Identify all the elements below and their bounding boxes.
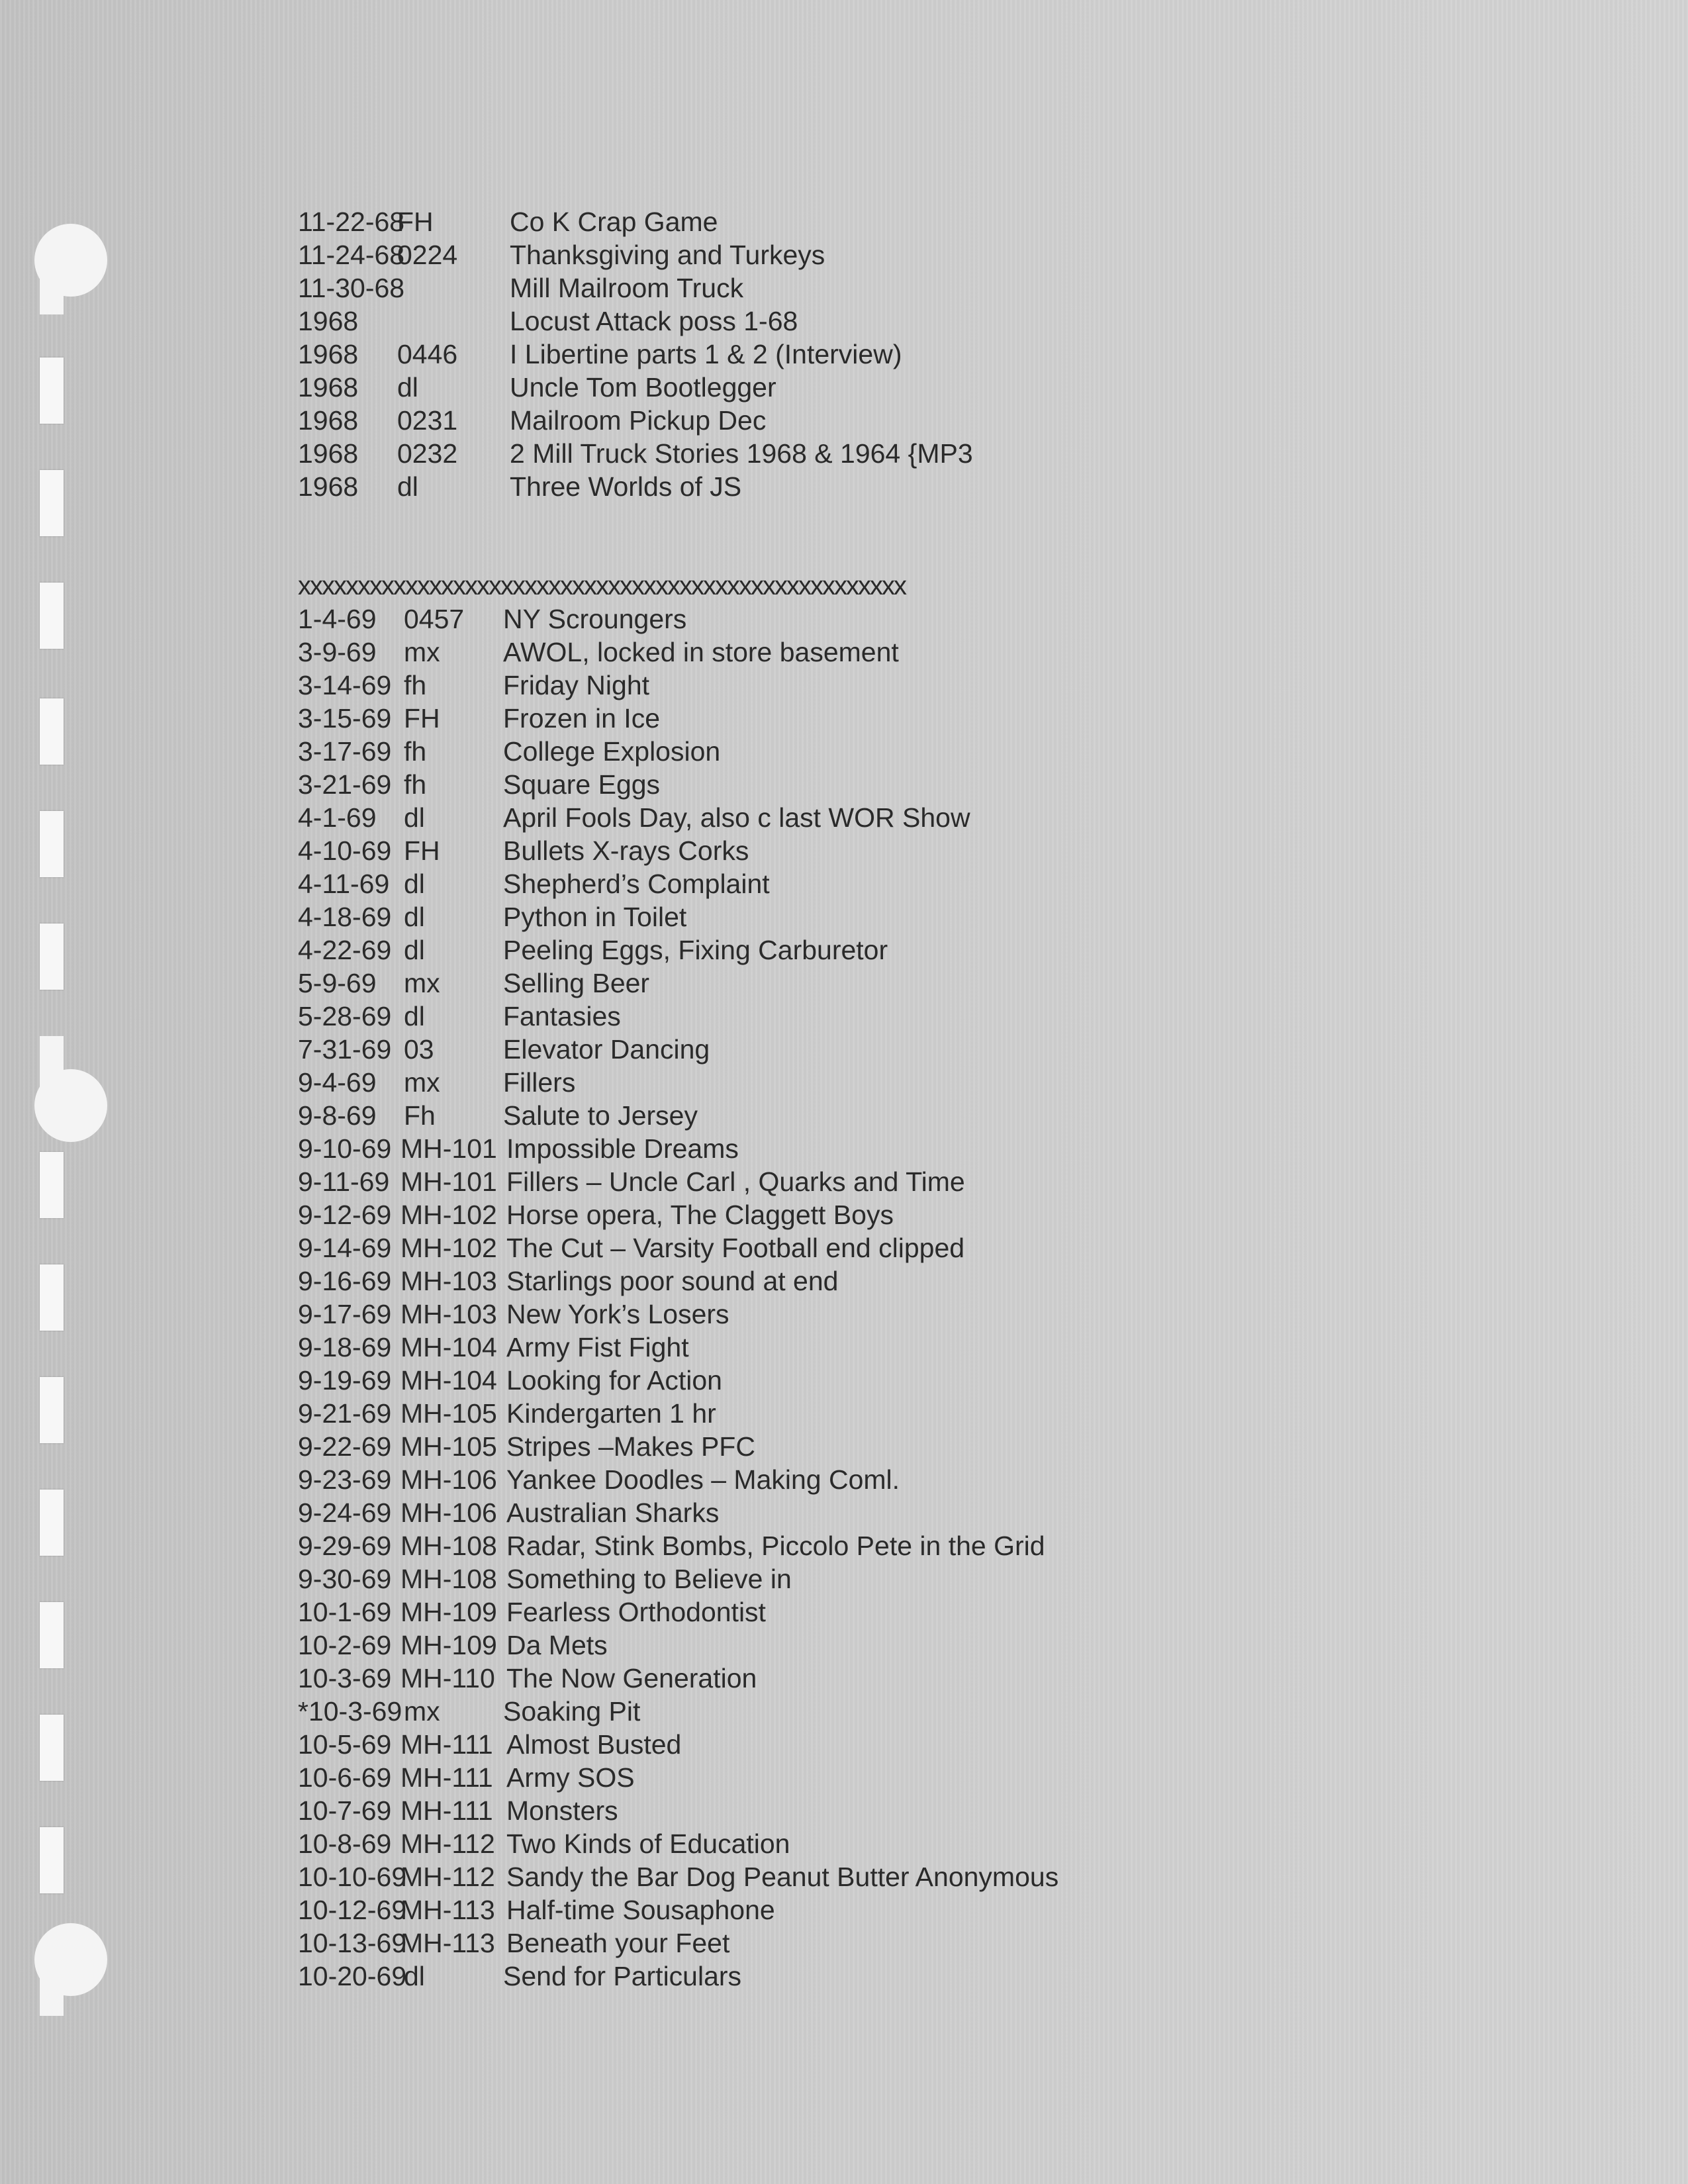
entry-title: Stripes –Makes PFC (506, 1431, 755, 1462)
entry-date: 1-4-69 (298, 604, 377, 634)
entry-date: 3-21-69 (298, 769, 392, 800)
list-item (298, 669, 906, 702)
entry-code: MH-111 (400, 1762, 493, 1793)
entry-code: mx (404, 637, 440, 667)
entry-date: 4-10-69 (298, 835, 392, 866)
list-item (298, 437, 973, 470)
entry-title: Square Eggs (503, 769, 661, 800)
entry-code: mx (404, 1067, 440, 1098)
entry-title: Australian Sharks (506, 1497, 720, 1528)
binder-slot (40, 1152, 64, 1218)
entry-title: The Cut – Varsity Football end clipped (506, 1233, 965, 1263)
entry-date: *10-3-69 (298, 1696, 402, 1727)
binder-slot (40, 470, 64, 536)
entry-code: MH-106 (400, 1464, 497, 1495)
entry-title: Fillers – Uncle Carl , Quarks and Time (506, 1166, 965, 1197)
binder-slot (40, 1264, 64, 1331)
list-item (298, 1430, 906, 1463)
recording-list (298, 205, 1059, 1993)
entry-code: MH-112 (400, 1862, 495, 1892)
entry-date: 10-2-69 (298, 1630, 392, 1660)
entry-title: Beneath your Feet (506, 1928, 730, 1958)
section-separator: xxxxxxxxxxxxxxxxxxxxxxxxxxxxxxxxxxxxxxxxxxxxxxxxxxx (298, 571, 906, 600)
entry-code: fh (404, 736, 427, 767)
entry-date: 9-18-69 (298, 1332, 392, 1362)
entry-date: 1968 (298, 306, 359, 336)
entry-code: 03 (404, 1034, 434, 1065)
list-item (298, 1496, 906, 1529)
punch-hole-middle (34, 1069, 107, 1142)
list-item (298, 1000, 906, 1033)
entry-title: Shepherd’s Complaint (503, 869, 770, 899)
entry-date: 9-23-69 (298, 1464, 392, 1495)
entry-date: 5-9-69 (298, 968, 377, 998)
entry-code: MH-111 (400, 1729, 493, 1760)
entry-date: 9-4-69 (298, 1067, 377, 1098)
entry-title: New York’s Losers (506, 1299, 729, 1329)
entry-title: Selling Beer (503, 968, 650, 998)
list-item (298, 1529, 1045, 1562)
entry-title: Uncle Tom Bootlegger (510, 372, 776, 403)
entry-title: Something to Believe in (506, 1564, 792, 1594)
entry-code: MH-101 (400, 1166, 497, 1197)
entry-code: MH-112 (400, 1828, 495, 1859)
entry-date: 9-10-69 (298, 1133, 392, 1164)
entry-date: 9-19-69 (298, 1365, 392, 1396)
list-item (298, 1662, 906, 1695)
list-item (298, 636, 906, 669)
list-item (298, 1331, 906, 1364)
entry-title: Send for Particulars (503, 1961, 742, 1991)
entry-title: Kindergarten 1 hr (506, 1398, 716, 1429)
entry-code: fh (404, 670, 427, 700)
entry-date: 4-1-69 (298, 802, 377, 833)
list-item (298, 602, 906, 636)
entry-code: dl (404, 902, 425, 932)
list-item (298, 834, 906, 867)
entry-title: Looking for Action (506, 1365, 722, 1396)
binder-slot (40, 1715, 64, 1781)
entry-date: 9-12-69 (298, 1200, 392, 1230)
entry-title: The Now Generation (506, 1663, 757, 1693)
entry-title: Army SOS (506, 1762, 635, 1793)
entry-code: dl (404, 802, 425, 833)
entry-code: MH-108 (400, 1531, 497, 1561)
entry-date: 11-22-68 (298, 207, 405, 237)
entry-title: Half-time Sousaphone (506, 1895, 775, 1925)
entry-code: 0231 (397, 405, 458, 436)
entry-title: Sandy the Bar Dog Peanut Butter Anonymous (506, 1862, 1059, 1892)
entry-code: MH-111 (400, 1795, 493, 1826)
entry-title: Radar, Stink Bombs, Piccolo Pete in the Grid (506, 1531, 1045, 1561)
entry-date: 10-20-69 (298, 1961, 407, 1991)
list-item (298, 1893, 906, 1926)
list-item (298, 404, 906, 437)
entry-title: Three Worlds of JS (510, 471, 742, 502)
entry-code: MH-104 (400, 1365, 497, 1396)
entry-title: Army Fist Fight (506, 1332, 689, 1362)
entry-title: Impossible Dreams (506, 1133, 739, 1164)
binder-slot (40, 811, 64, 877)
list-item (298, 1926, 906, 1960)
entry-code: dl (404, 935, 425, 965)
entry-date: 1968 (298, 405, 359, 436)
entry-title: April Fools Day, also c last WOR Show (503, 802, 970, 833)
list-item (298, 1629, 906, 1662)
entry-code: FH (404, 835, 440, 866)
entry-date: 4-11-69 (298, 869, 390, 899)
list-item (298, 1364, 906, 1397)
entry-date: 10-5-69 (298, 1729, 392, 1760)
list-item (298, 1198, 906, 1231)
entry-date: 9-8-69 (298, 1100, 377, 1131)
entry-title: Two Kinds of Education (506, 1828, 790, 1859)
list-item (298, 1595, 906, 1629)
entry-title: Python in Toilet (503, 902, 687, 932)
entry-date: 3-14-69 (298, 670, 392, 700)
entry-title: College Explosion (503, 736, 721, 767)
entry-title: Mailroom Pickup Dec (510, 405, 767, 436)
list-item (298, 1298, 906, 1331)
list-item (298, 271, 906, 305)
entry-title: Salute to Jersey (503, 1100, 698, 1131)
entry-date: 9-21-69 (298, 1398, 392, 1429)
entry-date: 10-13-69 (298, 1928, 407, 1958)
entry-code: dl (404, 1961, 425, 1991)
list-section-1969 (298, 602, 1059, 1993)
entry-title: Bullets X-rays Corks (503, 835, 749, 866)
entry-title: Da Mets (506, 1630, 608, 1660)
entry-date: 9-17-69 (298, 1299, 392, 1329)
list-item (298, 1794, 906, 1827)
entry-code: MH-102 (400, 1200, 497, 1230)
entry-code: MH-113 (400, 1928, 495, 1958)
list-item (298, 470, 906, 503)
entry-date: 1968 (298, 339, 359, 369)
binder-slot (40, 1827, 64, 1893)
entry-date: 10-10-69 (298, 1862, 407, 1892)
entry-title: Fillers (503, 1067, 576, 1098)
entry-title: I Libertine parts 1 & 2 (Interview) (510, 339, 902, 369)
entry-code: FH (404, 703, 440, 734)
list-item (298, 867, 906, 900)
entry-code: MH-102 (400, 1233, 497, 1263)
entry-date: 4-18-69 (298, 902, 392, 932)
section-gap (298, 503, 906, 569)
entry-date: 10-7-69 (298, 1795, 392, 1826)
entry-date: 11-24-68 (298, 240, 405, 270)
list-item (298, 1066, 906, 1099)
entry-date: 10-6-69 (298, 1762, 392, 1793)
entry-date: 10-1-69 (298, 1597, 392, 1627)
entry-code: MH-104 (400, 1332, 497, 1362)
entry-code: MH-101 (400, 1133, 497, 1164)
entry-date: 5-28-69 (298, 1001, 392, 1031)
list-item (298, 702, 906, 735)
entry-title: Yankee Doodles – Making Coml. (506, 1464, 900, 1495)
list-item (298, 1231, 965, 1264)
list-item (298, 900, 906, 933)
entry-code: MH-103 (400, 1299, 497, 1329)
entry-title: Soaking Pit (503, 1696, 641, 1727)
entry-code: 0446 (397, 339, 458, 369)
list-item (298, 238, 906, 271)
binder-holes (0, 0, 132, 2184)
entry-code: dl (397, 471, 418, 502)
list-item (298, 1562, 906, 1595)
binder-slot (40, 357, 64, 424)
entry-date: 9-22-69 (298, 1431, 392, 1462)
entry-title: Fantasies (503, 1001, 621, 1031)
list-item (298, 305, 906, 338)
entry-title: 2 Mill Truck Stories 1968 & 1964 {MP3 (510, 438, 973, 469)
entry-date: 3-15-69 (298, 703, 392, 734)
entry-title: Mill Mailroom Truck (510, 273, 744, 303)
binder-slot (40, 1490, 64, 1556)
list-item (298, 967, 906, 1000)
entry-code: MH-109 (400, 1630, 497, 1660)
binder-slot (40, 1377, 64, 1443)
entry-code: FH (397, 207, 434, 237)
list-item (298, 1033, 906, 1066)
entry-title: Almost Busted (506, 1729, 682, 1760)
entry-code: MH-109 (400, 1597, 497, 1627)
entry-code: fh (404, 769, 427, 800)
list-item (298, 801, 970, 834)
entry-date: 1968 (298, 438, 359, 469)
entry-title: Starlings poor sound at end (506, 1266, 839, 1296)
punch-hole-bottom-stem (40, 1960, 64, 2016)
entry-date: 7-31-69 (298, 1034, 392, 1065)
entry-code: MH-103 (400, 1266, 497, 1296)
entry-title: Frozen in Ice (503, 703, 660, 734)
entry-date: 10-8-69 (298, 1828, 392, 1859)
entry-date: 4-22-69 (298, 935, 392, 965)
entry-code: mx (404, 1696, 440, 1727)
list-item (298, 1860, 1059, 1893)
list-item (298, 1827, 906, 1860)
entry-date: 11-30-68 (298, 273, 405, 303)
entry-title: Thanksgiving and Turkeys (510, 240, 825, 270)
entry-title: Fearless Orthodontist (506, 1597, 766, 1627)
list-item (298, 768, 906, 801)
entry-date: 9-24-69 (298, 1497, 392, 1528)
list-item (298, 1463, 906, 1496)
entry-date: 3-17-69 (298, 736, 392, 767)
list-item (298, 1761, 906, 1794)
entry-title: Locust Attack poss 1-68 (510, 306, 798, 336)
entry-code: mx (404, 968, 440, 998)
entry-date: 9-14-69 (298, 1233, 392, 1263)
binder-slot (40, 1602, 64, 1668)
list-item (298, 1264, 906, 1298)
list-section-1968 (298, 205, 973, 503)
entry-code: MH-110 (400, 1663, 495, 1693)
entry-code: MH-108 (400, 1564, 497, 1594)
binder-slot (40, 583, 64, 649)
entry-date: 9-29-69 (298, 1531, 392, 1561)
entry-title: Horse opera, The Claggett Boys (506, 1200, 894, 1230)
entry-code: 0224 (397, 240, 458, 270)
entry-date: 1968 (298, 372, 359, 403)
punch-hole-top-stem (40, 258, 64, 314)
list-item (298, 933, 906, 967)
entry-code: Fh (404, 1100, 436, 1131)
entry-code: 0457 (404, 604, 465, 634)
entry-title: Elevator Dancing (503, 1034, 710, 1065)
list-item (298, 735, 906, 768)
list-item (298, 1099, 906, 1132)
entry-code: MH-105 (400, 1431, 497, 1462)
list-item (298, 1960, 906, 1993)
entry-title: NY Scroungers (503, 604, 687, 634)
entry-date: 3-9-69 (298, 637, 377, 667)
entry-date: 9-30-69 (298, 1564, 392, 1594)
list-item (298, 1695, 906, 1728)
entry-code: dl (404, 1001, 425, 1031)
entry-title: Friday Night (503, 670, 650, 700)
binder-slot (40, 924, 64, 990)
entry-code: dl (397, 372, 418, 403)
list-item (298, 1165, 965, 1198)
entry-code: MH-105 (400, 1398, 497, 1429)
list-item (298, 1728, 906, 1761)
entry-code: MH-106 (400, 1497, 497, 1528)
list-item (298, 338, 906, 371)
list-item (298, 1132, 906, 1165)
list-item (298, 205, 906, 238)
entry-date: 10-3-69 (298, 1663, 392, 1693)
entry-title: Peeling Eggs, Fixing Carburetor (503, 935, 888, 965)
list-item (298, 1397, 906, 1430)
entry-title: AWOL, locked in store basement (503, 637, 899, 667)
entry-date: 10-12-69 (298, 1895, 407, 1925)
entry-code: dl (404, 869, 425, 899)
entry-date: 1968 (298, 471, 359, 502)
entry-title: Co K Crap Game (510, 207, 718, 237)
entry-code: 0232 (397, 438, 458, 469)
list-item (298, 371, 906, 404)
entry-date: 9-11-69 (298, 1166, 390, 1197)
entry-code: MH-113 (400, 1895, 495, 1925)
entry-title: Monsters (506, 1795, 618, 1826)
entry-date: 9-16-69 (298, 1266, 392, 1296)
binder-slot (40, 698, 64, 765)
